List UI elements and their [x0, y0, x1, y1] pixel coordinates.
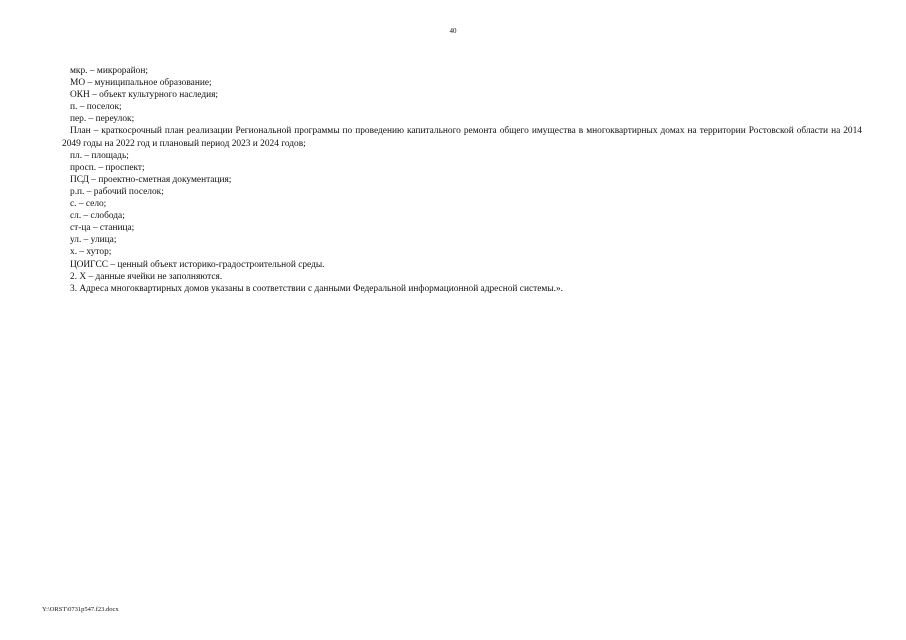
note-line: 2. Х – данные ячейки не заполняются. — [70, 271, 223, 282]
page-number: 40 — [449, 27, 457, 35]
abbreviation-line: ст-ца – станица; — [70, 223, 135, 234]
abbreviation-line: х. – хутор; — [70, 247, 112, 258]
abbreviation-line: р.п. – рабочий поселок; — [70, 186, 164, 197]
abbreviation-line: с. – село; — [70, 199, 107, 210]
abbreviation-line: сл. – слобода; — [70, 211, 125, 222]
footer-file-path: Y:\ORST\0731p547.f23.docx — [42, 606, 119, 613]
abbreviation-line: просп. – проспект; — [70, 162, 145, 173]
abbreviation-line: ЦОИГСС – ценный объект историко-градостроительной среды. — [70, 259, 325, 270]
abbreviation-line: мкр. – микрорайон; — [70, 66, 148, 76]
abbreviation-line: МО – муниципальное образование; — [70, 78, 212, 89]
abbreviation-line: пер. – переулок; — [70, 114, 135, 125]
document-body — [62, 65, 862, 295]
note-line: 3. Адреса многоквартирных домов указаны в соответствии с данными Федеральной информационной адресной системы.». — [70, 283, 563, 294]
abbreviation-line: п. – поселок; — [70, 102, 122, 113]
abbreviation-line: пл. – площадь; — [70, 150, 129, 161]
abbreviation-line: ул. – улица; — [70, 235, 117, 246]
abbreviation-line: ПСД – проектно-сметная документация; — [70, 174, 232, 185]
abbreviation-line: ОКН – объект культурного наследия; — [70, 90, 219, 101]
plan-definition-paragraph: План – краткосрочный план реализации Региональной программы по проведению капитального ремонта общего имущества в многоквартирных домах на территории Ростовской области на 2014 2049 годы на 2022 год и плановый период 2023 и 2024 годов; — [62, 126, 862, 149]
